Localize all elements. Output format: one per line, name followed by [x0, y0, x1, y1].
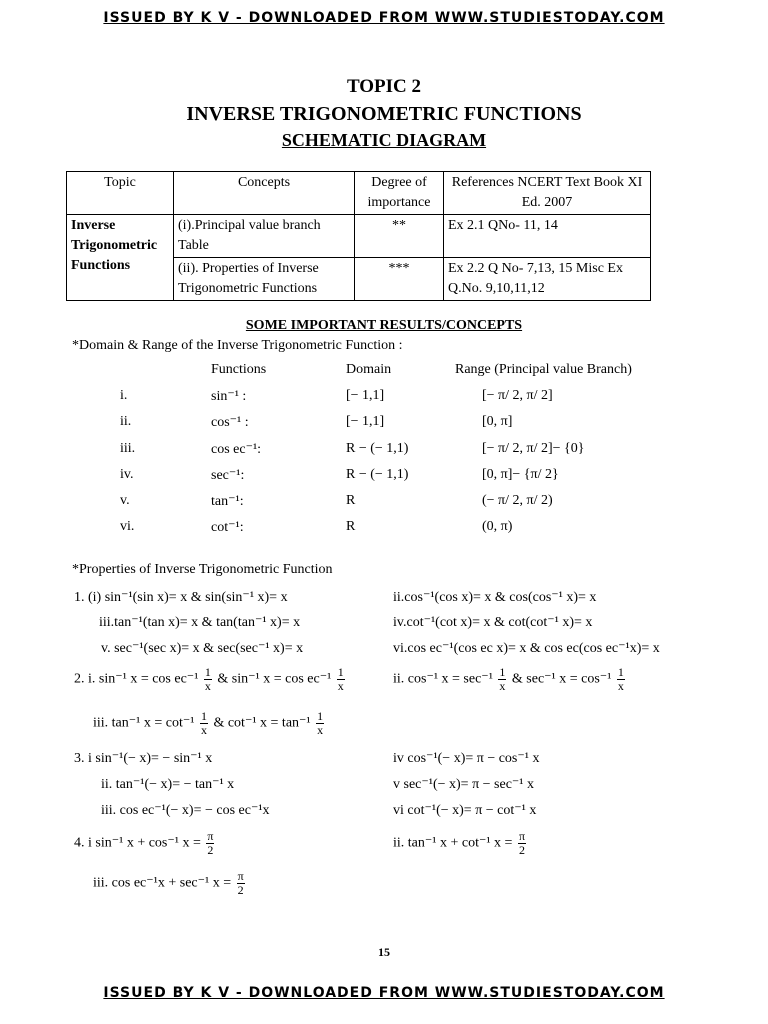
fraction-denominator: x — [499, 679, 506, 693]
topic-number: TOPIC 2 — [346, 76, 422, 97]
property-1-iv: iv.cot⁻¹(cot x)= x & cot(cot⁻¹ x)= x — [393, 615, 593, 630]
table-cell-reference: Ex 2.1 QNo- 11, 14 — [444, 215, 651, 258]
row-number: v. — [120, 493, 130, 508]
property-3-ii: ii. tan⁻¹(− x)= − tan⁻¹ x — [101, 777, 235, 792]
formula-part: ii. tan⁻¹ x + cot⁻¹ x = — [393, 835, 513, 851]
domain-range-row — [0, 493, 768, 519]
domain-range-row — [0, 414, 768, 440]
domain-range-row — [0, 388, 768, 414]
property-4-ii — [393, 830, 528, 857]
page-subtitle: SCHEMATIC DIAGRAM — [281, 130, 487, 150]
function-name: cot⁻¹: — [211, 520, 244, 535]
function-range: [− π/ 2, π/ 2]− {0} — [482, 441, 585, 456]
domain-column-header: Domain — [346, 362, 392, 377]
property-1-ii: ii.cos⁻¹(cos x)= x & cos(cos⁻¹ x)= x — [393, 590, 597, 605]
function-name: tan⁻¹: — [211, 494, 244, 509]
function-domain: [− 1,1] — [346, 388, 385, 403]
formula-part: & sin⁻¹ x = cos ec⁻¹ — [217, 671, 332, 687]
fraction-one-over-x — [617, 666, 625, 693]
fraction-pi-over-two — [206, 830, 214, 857]
range-column-header: Range (Principal value Branch) — [455, 362, 632, 377]
function-range: (− π/ 2, π/ 2) — [482, 493, 553, 508]
formula-part: 4. i sin⁻¹ x + cos⁻¹ x = — [74, 835, 201, 851]
property-3-vi: vi cot⁻¹(− x)= π − cot⁻¹ x — [393, 803, 537, 818]
property-2-i — [74, 666, 347, 693]
table-header-importance: Degree of importance — [355, 172, 444, 215]
fraction-one-over-x — [200, 710, 208, 737]
function-domain: [− 1,1] — [346, 414, 385, 429]
function-domain: R − (− 1,1) — [346, 441, 409, 456]
function-range: [0, π]− {π/ 2} — [482, 467, 559, 482]
fraction-pi-over-two — [237, 870, 245, 897]
fraction-numerator: π — [207, 829, 214, 843]
bottom-banner: ISSUED BY K V - DOWNLOADED FROM WWW.STUDIESTODAY.COM — [103, 985, 665, 1001]
top-banner: ISSUED BY K V - DOWNLOADED FROM WWW.STUDIESTODAY.COM — [103, 10, 665, 26]
row-number: ii. — [120, 414, 132, 429]
property-3-i: 3. i sin⁻¹(− x)= − sin⁻¹ x — [74, 751, 213, 766]
function-range: [− π/ 2, π/ 2] — [482, 388, 553, 403]
property-3-v: v sec⁻¹(− x)= π − sec⁻¹ x — [393, 777, 535, 792]
fraction-denominator: 2 — [237, 883, 244, 897]
function-domain: R — [346, 493, 356, 508]
formula-part: iii. cos ec⁻¹x + sec⁻¹ x = — [93, 875, 232, 891]
property-1-v: v. sec⁻¹(sec x)= x & sec(sec⁻¹ x)= x — [101, 641, 304, 656]
topic-line: Functions — [71, 258, 131, 273]
properties-intro: *Properties of Inverse Trigonometric Function — [72, 562, 333, 577]
domain-range-row — [0, 467, 768, 493]
fraction-denominator: x — [317, 723, 324, 737]
fraction-numerator: π — [518, 829, 526, 843]
domain-range-intro: *Domain & Range of the Inverse Trigonometric Function : — [72, 338, 403, 353]
formula-part: & sec⁻¹ x = cos⁻¹ — [511, 671, 612, 687]
page-number: 15 — [378, 945, 390, 959]
function-domain: R − (− 1,1) — [346, 467, 409, 482]
fraction-denominator: x — [200, 723, 207, 737]
function-name: cos ec⁻¹: — [211, 442, 262, 457]
row-number: iii. — [120, 441, 136, 456]
fraction-numerator: 1 — [617, 665, 624, 679]
fraction-denominator: x — [617, 679, 624, 693]
topic-line: Inverse — [71, 218, 116, 233]
results-heading: SOME IMPORTANT RESULTS/CONCEPTS — [245, 318, 523, 333]
property-1-vi: vi.cos ec⁻¹(cos ec x)= x & cos ec(cos ec⁻¹x)= x — [393, 641, 660, 656]
function-name: sec⁻¹: — [211, 468, 245, 483]
function-name: cos⁻¹ : — [211, 415, 249, 430]
fraction-one-over-x — [204, 666, 212, 693]
table-header-topic: Topic — [67, 172, 174, 215]
table-header-concepts: Concepts — [174, 172, 355, 215]
fraction-numerator: 1 — [204, 665, 211, 679]
property-1-iii: iii.tan⁻¹(tan x)= x & tan(tan⁻¹ x)= x — [99, 615, 301, 630]
fraction-pi-over-two — [518, 830, 526, 857]
fraction-denominator: x — [337, 679, 344, 693]
table-cell-importance: *** — [355, 258, 444, 301]
fraction-numerator: 1 — [200, 709, 207, 723]
function-range: [0, π] — [482, 414, 513, 429]
property-3-iv: iv cos⁻¹(− x)= π − cos⁻¹ x — [393, 751, 540, 766]
table-cell-importance: ** — [355, 215, 444, 258]
domain-range-row — [0, 519, 768, 545]
property-4-iii — [93, 870, 247, 897]
table-cell-topic — [67, 215, 174, 301]
property-2-iii — [93, 710, 326, 737]
schematic-table — [66, 171, 651, 301]
table-header-references: References NCERT Text Book XI Ed. 2007 — [444, 172, 651, 215]
formula-part: 2. i. sin⁻¹ x = cos ec⁻¹ — [74, 671, 199, 687]
property-4-i — [74, 830, 216, 857]
fraction-denominator: 2 — [207, 843, 214, 857]
table-cell-reference: Ex 2.2 Q No- 7,13, 15 Misc Ex Q.No. 9,10,11,12 — [444, 258, 651, 301]
row-number: i. — [120, 388, 128, 403]
property-3-iii: iii. cos ec⁻¹(− x)= − cos ec⁻¹x — [101, 803, 270, 818]
fraction-denominator: x — [204, 679, 211, 693]
fraction-numerator: 1 — [499, 665, 506, 679]
fraction-denominator: 2 — [518, 843, 525, 857]
row-number: vi. — [120, 519, 135, 534]
fraction-one-over-x — [316, 710, 324, 737]
topic-line: Trigonometric — [71, 238, 158, 253]
formula-part: & cot⁻¹ x = tan⁻¹ — [213, 715, 311, 731]
fraction-numerator: π — [237, 869, 244, 883]
table-cell-concept: (ii). Properties of Inverse Trigonometric Functions — [174, 258, 355, 301]
property-2-ii — [393, 666, 627, 693]
page-title: INVERSE TRIGONOMETRIC FUNCTIONS — [186, 103, 582, 125]
function-name: sin⁻¹ : — [211, 389, 247, 404]
table-row — [67, 215, 651, 258]
fraction-numerator: 1 — [317, 709, 324, 723]
formula-part: iii. tan⁻¹ x = cot⁻¹ — [93, 715, 195, 731]
fraction-one-over-x — [337, 666, 345, 693]
formula-part: ii. cos⁻¹ x = sec⁻¹ — [393, 671, 493, 687]
table-cell-concept: (i).Principal value branch Table — [174, 215, 355, 258]
domain-range-row — [0, 441, 768, 467]
function-domain: R — [346, 519, 356, 534]
functions-column-header: Functions — [211, 362, 267, 377]
row-number: iv. — [120, 467, 134, 482]
function-range: (0, π) — [482, 519, 513, 534]
property-1-i: 1. (i) sin⁻¹(sin x)= x & sin(sin⁻¹ x)= x — [74, 590, 288, 605]
fraction-one-over-x — [498, 666, 506, 693]
fraction-numerator: 1 — [337, 665, 344, 679]
table-header-row — [67, 172, 651, 215]
domain-range-header — [0, 362, 768, 388]
